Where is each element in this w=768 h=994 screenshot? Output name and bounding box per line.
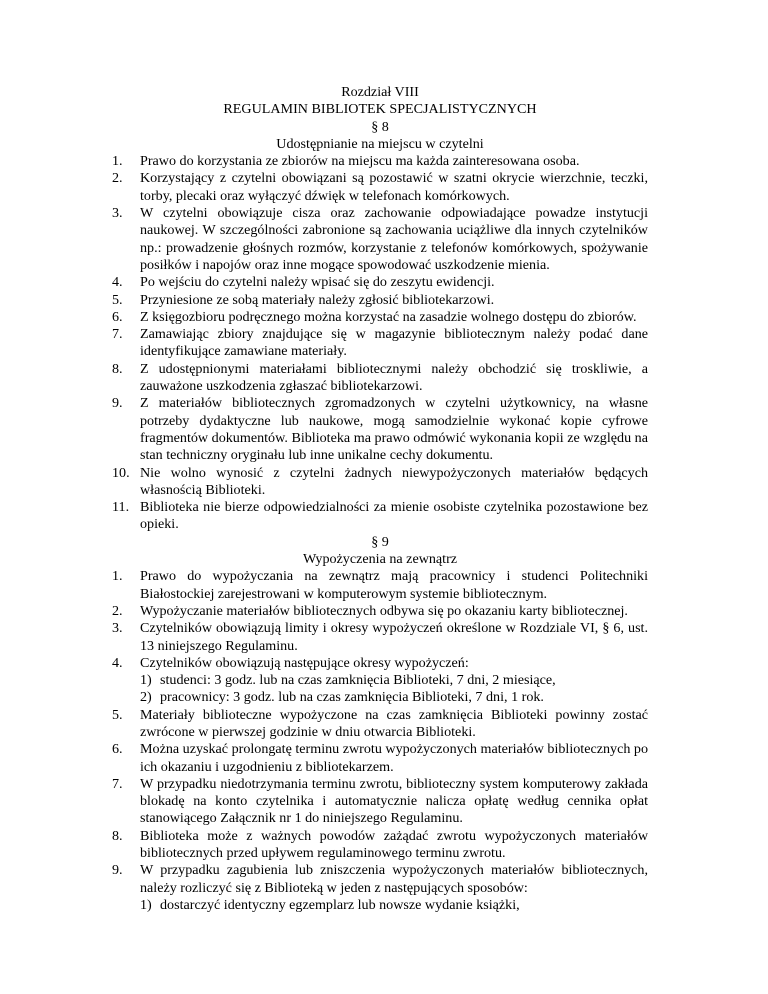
sub-list-item	[140, 897, 648, 914]
item-text: W czytelni obowiązuje cisza oraz zachowanie odpowiadające powadze instytucji naukowej. W szczególności zabronione są zachowania uciążliwe dla innych czytelników np.: prowadzenie głośnych rozmów, korzystanie z telefonów komórkowych, spożywanie posiłków i napojów oraz inne mogące spowodować uszkodzenie mienia.	[140, 205, 648, 273]
list-item	[112, 828, 648, 863]
item-text: W przypadku zagubienia lub zniszczenia wypożyczonych materiałów bibliotecznych, należy rozliczyć się z Biblioteką w jeden z następujących sposobów:	[140, 862, 648, 896]
list-item	[112, 862, 648, 914]
list-item	[112, 274, 648, 291]
item-text: Czytelników obowiązują następujące okresy wypożyczeń:	[140, 654, 469, 671]
item-text: Wypożyczanie materiałów bibliotecznych odbywa się po okazaniu karty bibliotecznej.	[140, 602, 628, 619]
list-item	[112, 465, 648, 500]
item-text: Czytelników obowiązują limity i okresy wypożyczeń określone w Rozdziale VI, § 6, ust. 13 niniejszego Regulaminu.	[140, 620, 648, 654]
item-number: 7.	[112, 326, 123, 343]
item-number: 7.	[112, 775, 123, 792]
item-text: Prawo do korzystania ze zbiorów na miejscu ma każda zainteresowana osoba.	[140, 153, 580, 170]
section-title: Udostępnianie na miejscu w czytelni	[276, 135, 484, 152]
sub-item-list	[140, 672, 648, 707]
list-item	[112, 205, 648, 274]
list-item	[112, 741, 648, 776]
item-text: Można uzyskać prolongatę terminu zwrotu wypożyczonych materiałów bibliotecznych po ich okazaniu i uzgodnieniu z bibliotekarzem.	[140, 741, 648, 775]
chapter-title: REGULAMIN BIBLIOTEK SPECJALISTYCZNYCH	[223, 101, 537, 118]
item-number: 3.	[112, 620, 123, 637]
item-text: Korzystający z czytelni obowiązani są pozostawić w szatni okrycie wierzchnie, teczki, torby, plecaki oraz wyłączyć dźwięk w telefonach komórkowych.	[140, 170, 648, 204]
sub-item-text: pracownicy: 3 godz. lub na czas zamknięcia Biblioteki, 7 dni, 1 rok.	[160, 689, 544, 706]
section-symbol: § 8	[371, 118, 389, 135]
item-text: Z księgozbioru podręcznego można korzystać na zasadzie wolnego dostępu do zbiorów.	[140, 308, 637, 325]
item-text: Biblioteka może z ważnych powodów zażądać zwrotu wypożyczonych materiałów bibliotecznych przed upływem regulaminowego terminu zwrotu.	[140, 827, 648, 862]
item-number: 4.	[112, 654, 123, 671]
item-text: Materiały biblioteczne wypożyczone na czas zamknięcia Biblioteki powinny zostać zwrócone w pierwszej godzinie w dniu otwarcia Biblioteki.	[140, 706, 648, 740]
item-number: 5.	[112, 291, 123, 308]
item-number: 9.	[112, 395, 123, 412]
item-number: 9.	[112, 862, 123, 879]
list-item	[112, 309, 648, 326]
list-item	[112, 326, 648, 361]
item-number: 11.	[112, 499, 130, 516]
sub-item-number: 1)	[140, 896, 152, 913]
list-item	[112, 568, 648, 603]
sub-item-number: 1)	[140, 672, 152, 689]
item-text: Prawo do wypożyczania na zewnątrz mają pracownicy i studenci Politechniki Białostockiej zarejestrowani w komputerowym systemie bibliotecznym.	[140, 568, 648, 602]
sub-item-text: studenci: 3 godz. lub na czas zamknięcia Biblioteki, 7 dni, 2 miesiące,	[160, 672, 556, 689]
item-text: Przyniesione ze sobą materiały należy zgłosić bibliotekarzowi.	[140, 291, 495, 308]
section-title: Wypożyczenia na zewnątrz	[302, 551, 458, 568]
sub-item-text: dostarczyć identyczny egzemplarz lub nowsze wydanie książki,	[160, 896, 520, 913]
item-number: 8.	[112, 827, 123, 844]
item-text: Z materiałów bibliotecznych zgromadzonych w czytelni użytkownicy, na własne potrzeby dydaktyczne lub naukowe, mogą samodzielnie wykonać kopie cyfrowe fragmentów dokumentów. Biblioteka ma prawo odmówić wykonania kopii ze względu na stan techniczny oryginału lub inne unikalne cechy dokumentu.	[140, 395, 648, 464]
item-number: 1.	[112, 568, 123, 585]
sub-item-number: 2)	[140, 689, 152, 706]
item-text: Nie wolno wynosić z czytelni żadnych niewypożyczonych materiałów będących własnością Biblioteki.	[140, 464, 648, 498]
item-number: 2.	[112, 602, 123, 619]
section-symbol: § 9	[371, 533, 389, 550]
item-number: 5.	[112, 706, 123, 723]
list-item	[112, 395, 648, 464]
sub-list-item	[140, 672, 648, 689]
list-item	[112, 603, 648, 620]
item-number: 4.	[112, 274, 123, 291]
list-item	[112, 361, 648, 396]
chapter-heading: Rozdział VIII	[341, 84, 419, 100]
list-item	[112, 655, 648, 707]
section-item-list	[112, 568, 648, 914]
item-text: Po wejściu do czytelni należy wpisać się do zeszytu ewidencji.	[140, 274, 495, 291]
item-text: Z udostępnionymi materiałami bibliotecznymi należy obchodzić się troskliwie, a zauważone uszkodzenia zgłaszać bibliotekarzowi.	[140, 360, 648, 395]
item-number: 8.	[112, 360, 123, 377]
section-item-list	[112, 153, 648, 534]
list-item	[112, 170, 648, 205]
item-text: W przypadku niedotrzymania terminu zwrotu, biblioteczny system komputerowy zakłada blokadę na konto czytelnika i automatycznie nalicza opłatę według cennika opłat stanowiącego Załącznik nr 1 do niniejszego Regulaminu.	[140, 775, 648, 827]
list-item	[112, 620, 648, 655]
item-number: 1.	[112, 153, 123, 170]
list-item	[112, 776, 648, 828]
list-item	[112, 292, 648, 309]
document-page	[112, 84, 648, 914]
item-number: 6.	[112, 308, 123, 325]
item-text: Biblioteka nie bierze odpowiedzialności za mienie osobiste czytelnika pozostawione bez opieki.	[140, 499, 648, 533]
item-number: 6.	[112, 741, 123, 758]
sub-item-list	[140, 897, 648, 914]
sections-container	[112, 119, 648, 915]
list-item	[112, 153, 648, 170]
sub-list-item	[140, 689, 648, 706]
list-item	[112, 707, 648, 742]
item-number: 2.	[112, 170, 123, 187]
item-text: Zamawiając zbiory znajdujące się w magazynie bibliotecznym należy podać dane identyfikujące zamawiane materiały.	[140, 326, 648, 360]
item-number: 10.	[112, 464, 130, 481]
list-item	[112, 499, 648, 534]
item-number: 3.	[112, 205, 123, 222]
